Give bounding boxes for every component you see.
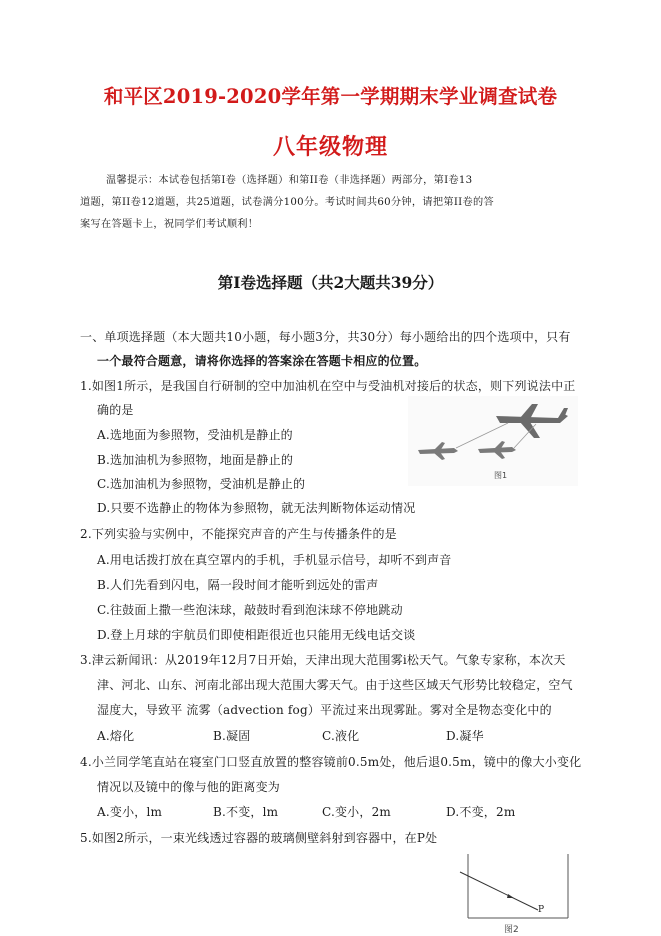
q4-option-a: A.变小，lm	[97, 805, 163, 819]
q4-option-c: C.变小，2m	[322, 805, 391, 819]
section-title: 第I卷选择题（共2大题共39分）	[217, 273, 444, 292]
q3-option-b: B.凝固	[213, 729, 251, 743]
q2-option-d: D.登上月球的宇航员们即使相距很近也只能用无线电话交谈	[97, 628, 416, 642]
q2-option-a: A.用电话拨打放在真空罩内的手机，手机显示信号，却听不到声音	[97, 553, 452, 567]
light-ray-arrow-icon	[507, 894, 514, 898]
q3-option-d: D.凝华	[446, 729, 484, 743]
q1-option-b: B.选加油机为参照物，地面是静止的	[97, 453, 294, 467]
q4-option-d: D.不变，2m	[446, 805, 516, 819]
exam-title: 和平区2019-2020学年第一学期期末学业调查试卷	[103, 85, 558, 108]
q4-option-b: B.不变，lm	[213, 805, 279, 819]
q2-option-c: C.往鼓面上撒一些泡沫球，敲鼓时看到泡沫球不停地跳动	[97, 603, 403, 617]
q3-option-c: C.液化	[322, 729, 360, 743]
q3-stem-line-3: 湿度大，导致平 流雾（advection fog）平流过来出现雾趾。雾对全是物态变化中的	[97, 703, 552, 717]
q3-stem-line-2: 津、河北、山东、河南北部出现大范围大雾天气。由于这些区域天气形势比较稳定，空气	[97, 678, 573, 692]
q3-option-a: A.熔化	[97, 729, 135, 743]
figure-1-refueling-image	[408, 396, 578, 486]
q1-option-d: D.只要不选静止的物体为参照物，就无法判断物体运动情况	[97, 501, 416, 515]
q3-stem-line-1: 3.津云新闻讯：从2019年12月7日开始，天津出现大范围雾i松天气。气象专家称，本次天	[80, 653, 566, 667]
figure-1-label: 图1	[494, 471, 508, 480]
notice-line-2: 道题，第II卷12道题，共25道题，试卷满分100分。考试时间共60分钟，请把第II卷的答	[80, 197, 494, 208]
point-p-label: P	[538, 905, 545, 915]
q1-option-c: C.选加油机为参照物，受油机是静止的	[97, 477, 306, 491]
exam-subtitle: 八年级物理	[272, 134, 388, 160]
q2-option-b: B.人们先看到闪电，隔一段时间才能听到远处的雷声	[97, 578, 379, 592]
notice-line-1: 温馨提示：本试卷包括第I卷（选择题）和第II卷（非选择题）两部分，第I卷13	[106, 175, 473, 186]
part1-intro-line-2: 一个最符合题意，请将你选择的答案涂在答题卡相应的位置。	[97, 354, 427, 368]
notice-line-3: 案写在答题卡上，祝同学们考试顺利！	[80, 219, 259, 230]
figure-2-container-diagram	[458, 848, 578, 934]
light-ray	[460, 872, 538, 910]
part1-intro-line-1: 一、单项选择题（本大题共10小题，每小题3分，共30分）每小题给出的四个选项中，只有	[80, 330, 571, 344]
q1-stem-line-1: 1.如图1所示，是我国自行研制的空中加油机在空中与受油机对接后的状态，则下列说法中正	[80, 379, 576, 393]
q1-option-a: A.选地面为参照物，受油机是静止的	[97, 428, 293, 442]
q2-stem: 2.下列实验与实例中，不能探究声音的产生与传播条件的是	[80, 527, 397, 541]
q4-stem-line-1: 4.小兰同学笔直站在寝室门口竖直放置的整容镜前0.5m处，他后退0.5m，镜中的像大小变化	[80, 755, 582, 769]
figure-2-label: 图2	[504, 925, 519, 934]
q1-stem-line-2: 确的是	[97, 403, 134, 417]
q4-stem-line-2: 情况以及镜中的像与他的距离变为	[97, 780, 281, 794]
q5-stem: 5.如图2所示，一束光线透过容器的玻璃侧壁斜射到容器中，在P处	[80, 831, 438, 845]
